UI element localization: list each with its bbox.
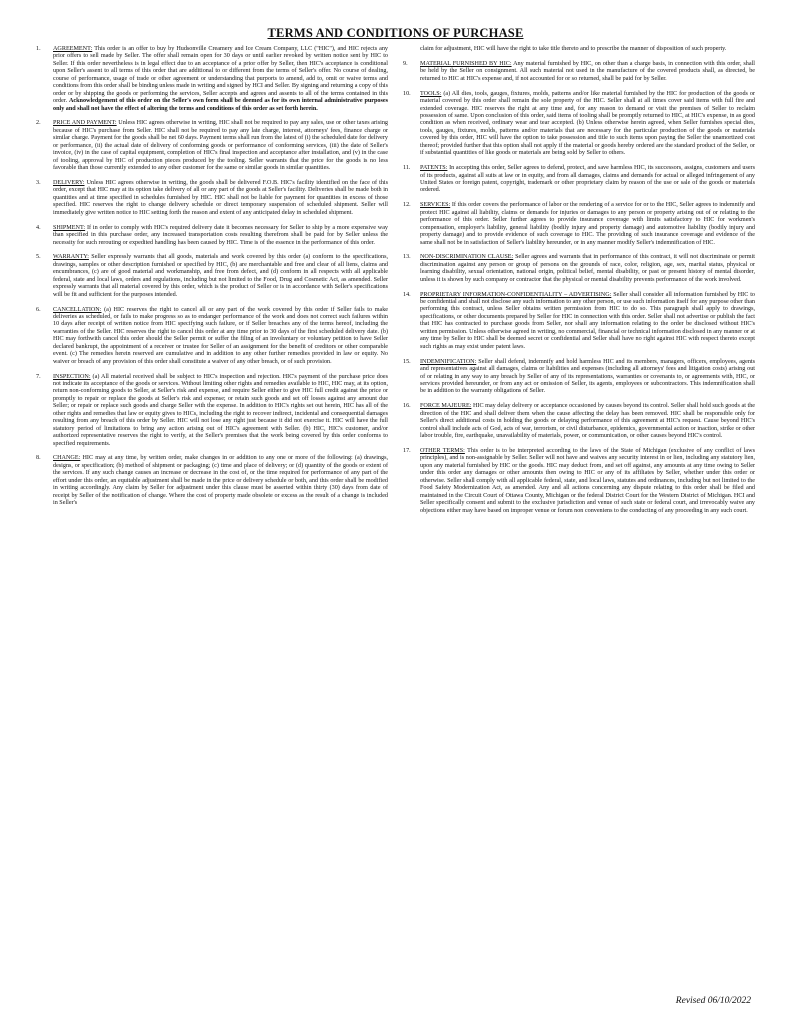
section-body: (a) HIC reserves the right to cancel all or any part of the work covered by this order if Seller fails to make deliveries as scheduled, or fails to make progress so as to endanger performance of the work and does not correct such failures within 10 days after receipt of written notice from HIC specifying such failure, or if Seller breaches any of the terms hereof, including the warranties of the Seller. HIC reserves the right to cancel this order at any time prior to 30 days of the first scheduled delivery date. (b) HIC may forthwith cancel this order should the Seller permit or suffer the filing of an involuntary or voluntary petition to have Seller declared bankrupt, the appointment of a receiver or trustee for Seller of an assignment for the benefit of creditors or other comparable event. (c) The remedies herein reserved are cumulative and in addition to any other further remedies provided in law or equity. No waiver or breach of any provision of this order shall constitute a waiver of any other breach, or of such provision. [53,306,388,365]
section-force-majeure [403,403,755,440]
section-heading: AGREEMENT: [53,46,93,52]
section-heading: WARRANTY: [53,254,89,261]
section-body-emphasis: Acknowledgement of this order on the Seller's own form shall be deemed as for its own internal administrative purposes only and shall not have the effect of altering the terms and conditions of this order as set forth herein. [53,98,388,112]
section-price-and-payment [36,120,388,172]
section-heading: FORCE MAJEURE: [420,403,472,410]
section-heading: MATERIAL FURNISHED BY HIC: [420,60,512,67]
section-number: 2. [36,120,41,127]
section-number: 12. [403,202,411,209]
section-body: Unless HIC agrees otherwise in writing, the goods shall be delivered F.O.B. HIC's facility identified on the face of this order, except that HIC may at its option take delivery of all or any part of the goods at Seller's facility. Deliveries shall be made both in quantities and at time specified in schedules furnished by HIC. HIC shall not be liable for payment for quantities in excess of those specified. HIC reserves the right to change delivery schedule or direct temporary suspension of scheduled shipment. Seller will immediately give written notice to HIC setting forth the reason and extent of any anticipated delay in scheduled shipment. [53,180,388,216]
section-number: 15. [403,358,411,365]
left-column [36,46,388,515]
section-number: 4. [36,224,41,231]
section-number: 14. [403,291,411,298]
revision-date: Revised 06/10/2022 [675,996,751,1006]
section-number: 13. [403,254,411,261]
section-body: (a) All dies, tools, gauges, fixtures, molds, patterns and/or like material furnished by the HIC for production of the goods or material covered by this order shall remain the sole property of the HIC. Seller shall at all times cover said items with full fire and extended coverage. HIC reserves the right at any time and, for any reason to demand or visit the premises of Seller to reclaim possession of same. Upon conclusion of this order, said items of tooling shall be promptly returned to HIC, at HIC's expense, in as good condition as when received, ordinary wear and tear accepted. (b) Unless otherwise herein agreed, when Seller furnishes special dies, tools, gauges, fixtures, molds, patterns and/or materials that are necessary for the particular production of the goods or materials covered by this order, HIC will have the option to take possession and title to such items upon paying the Seller the unamortized cost thereof; provided further that this option shall not apply if the material or goods hereby ordered are the standard product of the Seller, or if substantial quantities of like goods or materials are being sold by Seller to others. [420,90,755,157]
section-change-continued [403,46,755,53]
section-shipment [36,225,388,247]
section-number: 7. [36,373,41,380]
section-heading: DELIVERY: [53,180,85,187]
section-services [403,202,755,247]
section-cancellation [36,307,388,367]
section-heading: CHANGE: [53,455,81,462]
section-number: 1. [36,46,41,52]
section-body: Seller expressly warrants that all goods, materials and work covered by this order (a) conform to the specifications, drawings, samples or other description furnished or specified by HIC, (b) are merchantable and free and clear of all liens, claims and encumbrances, (c) are of good material and workmanship, and free from defect, and (d) conform in all respects with all applicable federal, state and local laws, orders and regulations, including but not limited to the Food, Drug and Cosmetic Act, as amended. Seller expressly warrants that all material covered by this order, which is the product of Seller or is in accordance with Seller's specifications will be fit and sufficient for the purposes intended. [53,254,388,298]
section-other-terms [403,448,755,515]
section-body: HIC may delay delivery or acceptance occasioned by causes beyond its control. Seller shall hold such goods at the direction of the HIC and shall deliver them when the cause affecting the delay has been removed. HIC shall be responsible only for Seller's direct additional costs in holding the goods or delaying performance of this agreement at HIC's request. Cause beyond HIC's control shall include acts of God, acts of war, terrorism, or civil disturbance, epidemics, governmental action or inaction, strike or other labor trouble, fire, earthquake, unavailability of materials, power, or communication, or other causes beyond HIC's control. [420,403,755,440]
section-number: 11. [403,165,411,172]
section-body: If this order covers the performance of labor or the rendering of a service for or to the HIC, Seller agrees to indemnify and protect HIC against all liability, claims or demands for injuries or damages to any person or property arising out of or relating to the performance of this order. Seller further agrees to provide insurance coverage with limits satisfactory to HIC for workmen's compensation, employer's liability, general liability (bodily injury and property damage) and automotive liability (bodily injury and property damage) and to provide evidence of such coverage to HIC. The providing of such insurance coverage and evidence of the same shall not be in satisfaction of Seller's liability hereunder, or in any manner modify Seller's indemnification of HIC. [420,202,755,246]
section-number: 16. [403,403,411,410]
section-heading: PROPRIETARY INFORMATION-CONFIDENTIALITY – ADVERTISING: [420,291,612,298]
section-heading: TOOLS: [420,90,442,97]
section-body: HIC may at any time, by written order, make changes in or addition to any one or more of the following: (a) drawings, designs, or specification; (b) method of shipment or packaging; (c) time and place of delivery; or (d) quantity of the goods or extent of the services. If any such change causes an increase or decrease in the cost of, or the time required for performance of any part of the effort under this order, an equitable adjustment shall be made in the price or delivery schedule or both, and this order shall be modified in writing accordingly. Any claim by Seller for adjustment under this clause must be asserted within thirty (30) days from date of receipt by Seller of the notification of change. Where the cost of property made obsolete or excess as the result of a change is included in Seller's [53,455,388,507]
section-change [36,455,388,507]
section-heading: NON-DISCRIMINATION CLAUSE: [420,254,514,261]
section-indemnification [403,359,755,396]
right-column [403,46,755,522]
section-body: In accepting this order, Seller agrees to defend, protect, and save harmless HIC, its successors, assigns, customers and users of its products, against all suits at law or in equity, and from all damages, claims and demands for actual or alleged infringement of any United States or foreign patent, copyright, trademark or other proprietary claim by reason of the use or sale of the goods or materials ordered. [420,165,755,194]
section-body: Seller shall consider all information furnished by HIC to be confidential and shall not disclose any such information to any other person, or use such information itself for any purpose other than performing this contract, unless Seller obtains written permission from HIC to do so. This paragraph shall apply to drawings, specifications, or other documents prepared by Seller for HIC in connection with this order. Seller shall not advertise or publish the fact that HIC has contracted to purchase goods from Seller, nor shall any information relating to the order be disclosed without HIC's written permission. Unless otherwise agreed in writing, no commercial, financial or technical information disclosed in any manner or at any time by Seller to HIC shall be deemed secret or confidential and Seller shall have no right against HIC with respect thereto except such rights as may exist under patent laws. [420,291,756,350]
section-warranty [36,254,388,299]
section-heading: PATENTS: [420,165,448,172]
section-heading: INDEMNIFICATION: [420,358,477,365]
section-number: 6. [36,306,41,313]
section-body: Seller shall defend, indemnify and hold harmless HIC and its members, managers, officers, employees, agents and representatives against all damages, claims or liabilities and expenses (including all attorneys' fees and litigation costs) arising out of or relating in any way to any breach by Seller of any of its representations, warranties or covenants to, or agreements with, HIC, or services provided hereunder, or from any act or omission of Seller, its agents, employees or subcontractors. This indemnification shall be in addition to the warranty obligations of Seller. [420,358,755,395]
document-title: TERMS AND CONDITIONS OF PURCHASE [267,26,524,40]
section-number: 17. [403,447,411,454]
section-body: (a) All material received shall be subject to HIC's inspection and rejection. HIC's payment of the purchase price does not indicate its acceptance of the goods or services. Without limiting other rights and remedies available to HIC, HIC may, at its option, return non-conforming goods to Seller, at Seller's risk and expense, and require Seller either to give HIC full credit against the price or promptly to repair or replace the goods at Seller's risk and expense; or retain such goods and set off losses against any amount due Seller; or repair or replace such goods and charge Seller with the expense. In addition to HIC's rights set out herein, HIC has all of the other rights and remedies that law or equity gives to HICs, including the right to recover indirect, incidental and consequential damages resulting from any breach of this order by Seller. HIC will not lose any right just because it did not exercise it. HIC will have the full statutory period of limitations to bring any action arising out of HIC's agreement with Seller. (b) HIC, HIC's customer, and/or authorized representative reserves the right to verify, at the Seller's premises that the work being covered by this order conforms to specified requirements. [53,373,388,447]
section-body: This order is an offer to buy by Hudsonville Creamery and Ice Cream Company, LLC ("HIC"), and HIC rejects any prior offers to sell made by Seller. The offer shall remain open for 30 days or until earlier revoked by written notice sent by HIC to Seller. If this order nevertheless is in legal effect due to an acceptance of a prior offer by Seller, then HIC's acceptance is conditional upon Seller's assent to all terms of this order that are additional to or different from the terms of Seller's offer. No course of dealing, course of performance, usage of trade or other agreement or understanding that purports to amend, add to, omit or waive terms and conditions from this order shall be binding unless made in writing and signed by HCI and Seller. By signing and returning a copy of this order or by shipping the goods or performing the services, Seller accepts and agrees and assents to all of the terms contained in this order. [53,46,388,105]
section-heading: PRICE AND PAYMENT: [53,120,117,127]
section-tools [403,91,755,158]
section-agreement [36,46,388,113]
section-patents [403,165,755,195]
section-body: Seller agrees and warrants that in performance of this contract, it will not discriminate or permit discrimination against any person or group of persons on the grounds of race, color, religion, age, sex, marital status, physical or learning disability, sexual orientation, national origin, political belief, mental disability, or past or present history of mental disorder, unless it is shown by such company or contractor that the physical or mental disability prevents performance of the work involved. [420,254,755,283]
section-body: Any material furnished by HIC, on other than a charge basis, in connection with this order, shall be held by the Seller on consignment. All such material not used in the manufacture of the covered products shall, as directed, be returned to HIC at HIC's expense and, if not accounted for or so returned, shall be paid for by Seller. [420,60,755,82]
section-proprietary-information [403,292,755,352]
section-heading: SHIPMENT: [53,224,86,231]
section-material-furnished [403,61,755,83]
section-number: 5. [36,254,41,261]
section-heading: CANCELLATION: [53,306,102,313]
section-delivery [36,180,388,217]
section-heading: OTHER TERMS: [420,447,465,454]
section-body: claim for adjustment, HIC will have the right to take title thereto and to prescribe the manner of disposition of such property. [420,46,727,52]
section-number: 10. [403,90,411,97]
section-body: If in order to comply with HIC's required delivery date it becomes necessary for Seller to ship by a more expensive way than specified in this purchase order, any increased transportation costs resulting therefrom shall be paid for by Seller unless the necessity for such rerouting or expedited handling has been caused by HIC. Time is of the essence in the performance of this order. [53,224,388,246]
section-body: This order is to be interpreted according to the laws of the State of Michigan (exclusive of any conflict of laws principles), and is non-assignable by Seller. Seller will not have and waives any security interest in or lien, including any statutory lien, upon any material furnished by HIC or the goods. HIC may deduct from, and set off against, any amounts at any time owing to Seller under this order any damages or other amounts then owing to HIC or any of its affiliates by Seller, whether under this order or otherwise. Seller shall comply with all applicable federal, state, and local laws, statutes and ordinances, including but not limited to the Food Safety Modernization Act, as amended. Any and all actions concerning any dispute relating to this order shall be filed and maintained in the Circuit Court of Ottawa County, Michigan or the federal District Court for the Western District of Michigan. HCI and Seller specifically consent and submit to the exclusive jurisdiction and venue of such state or federal court, and irrevocably waive any objections either may have based on improper venue or forum non conveniens to the conducting of any proceeding in any such court. [420,447,755,514]
section-number: 3. [36,180,41,187]
section-heading: SERVICES: [420,202,451,209]
section-non-discrimination [403,254,755,284]
section-body: Unless HIC agrees otherwise in writing, HIC shall not be required to pay any sales, use or other taxes arising because of HIC's purchase from Seller. HIC shall not be required to pay any late charge, interest, attorneys' fees, finance charge or similar charge. Payment for the goods shall be net 60 days. Payment terms shall run from the latest of (i) the scheduled date for delivery or performance, (ii) the actual date of delivery of conforming goods or performance of conforming services, (iii) the date of Seller's invoice, (iv) in the case of capital equipment, completion of HIC's final inspection and acceptance after installation, and (v) in the case of tooling, approval by HIC of production pieces produced by the tooling. Seller warrants that the price for the goods is no less favorable than those currently extended to any other customer for the same or similar goods in similar quantities. [53,120,388,172]
section-number: 8. [36,455,41,462]
section-number: 9. [403,60,408,67]
section-inspection [36,374,388,449]
section-heading: INSPECTION: [53,373,91,380]
